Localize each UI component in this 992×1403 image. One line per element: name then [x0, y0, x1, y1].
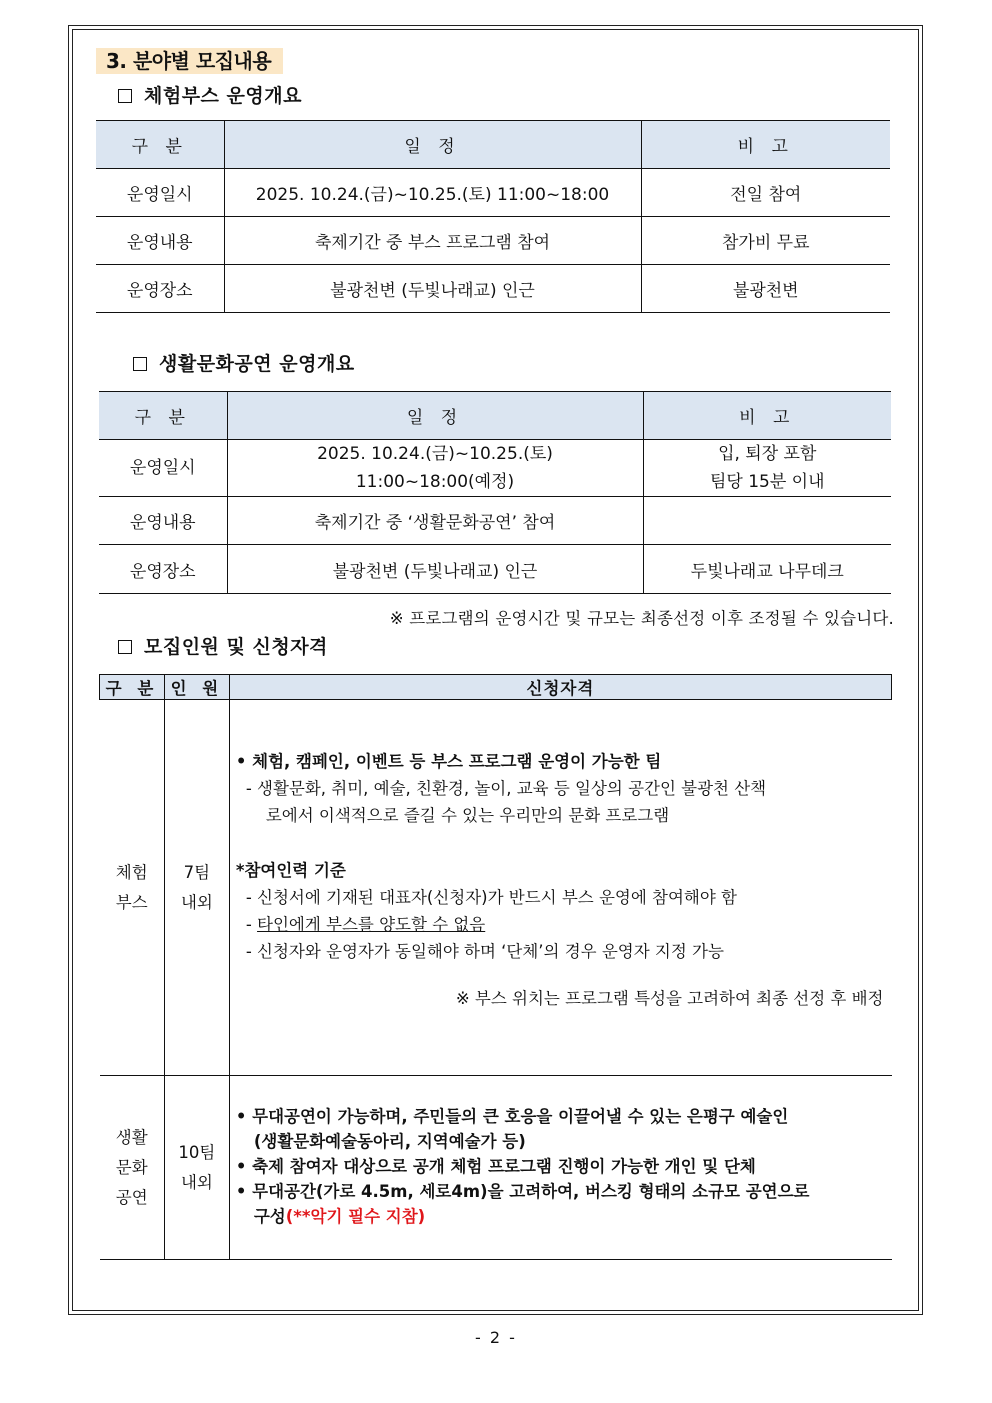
header-category: 구 분: [99, 392, 227, 440]
header-count: 인 원: [164, 675, 229, 700]
table-row: 운영장소 불광천변 (두빛나래교) 인근 불광천변: [96, 265, 890, 313]
checkbox-icon: [118, 89, 132, 103]
page-number: - 2 -: [475, 1328, 517, 1347]
header-category: 구 분: [96, 121, 224, 169]
table-row: 운영일시 2025. 10.24.(금)~10.25.(토) 11:00~18:00 전일 참여: [96, 169, 890, 217]
checkbox-icon: [133, 357, 147, 371]
header-schedule: 일 정: [224, 121, 641, 169]
section-title: 3. 분야별 모집내용: [96, 48, 283, 74]
table-row: 운영장소 불광천변 (두빛나래교) 인근 두빛나래교 나무데크: [99, 545, 891, 594]
booth-overview-title: 체험부스 운영개요: [118, 84, 302, 108]
header-qualification: 신청자격: [229, 675, 891, 700]
recruit-table: [99, 674, 892, 1260]
performance-overview-title: 생활문화공연 운영개요: [133, 352, 355, 376]
header-schedule: 일 정: [227, 392, 643, 440]
table-row: 운영일시 2025. 10.24.(금)~10.25.(토) 11:00~18:00(예정) 입, 퇴장 포함 팀당 15분 이내: [99, 440, 891, 497]
header-note: 비 고: [643, 392, 891, 440]
header-category: 구 분: [100, 675, 165, 700]
header-note: 비 고: [641, 121, 890, 169]
table-row-performance: 생활 문화 공연 10팀 내외 • 무대공연이 가능하며, 주민들의 큰 호응을 이끌어낼 수 있는 은평구 예술인 (생활문화예술동아리, 지역예술가 등) • 축제 참여자 대상으로 공개 체험 프로그램 진행이 가능한 개인 및 단체 • 무대공간(가로 4.5m, 세로4m)을 고려하여, 버스킹 형태의 소규모 공연으로 구성(**악기 필수 지참): [100, 1076, 892, 1260]
schedule-footnote: ※ 프로그램의 운영시간 및 규모는 최종선정 이후 조정될 수 있습니다.: [389, 609, 894, 628]
table-row: 운영내용 축제기간 중 부스 프로그램 참여 참가비 무료: [96, 217, 890, 265]
recruit-title: 모집인원 및 신청자격: [118, 635, 328, 659]
table-row: 운영내용 축제기간 중 ‘생활문화공연’ 참여: [99, 497, 891, 545]
performance-overview-table: [99, 391, 891, 594]
table-row-booth: 체험 부스 7팀 내외 • 체험, 캠페인, 이벤트 등 부스 프로그램 운영이 가능한 팀 - 생활문화, 취미, 예술, 친환경, 놀이, 교육 등 일상의 공간인 불광천 산책 로에서 이색적으로 즐길 수 있는 우리만의 문화 프로그램 *참여인력 기준 - 신청서에 기재된 대표자(신청자)가 반드시 부스 운영에 참여해야 함 - 타인에게 부스를 양도할 수 없음 - 신청자와 운영자가 동일해야 하며 ‘단체’의 경우 운영자 지정 가능 ※ 부스 위치는 프로그램 특성을 고려하여 최종 선정 후 배정: [100, 700, 892, 1076]
booth-overview-table: [96, 120, 890, 313]
checkbox-icon: [118, 640, 132, 654]
